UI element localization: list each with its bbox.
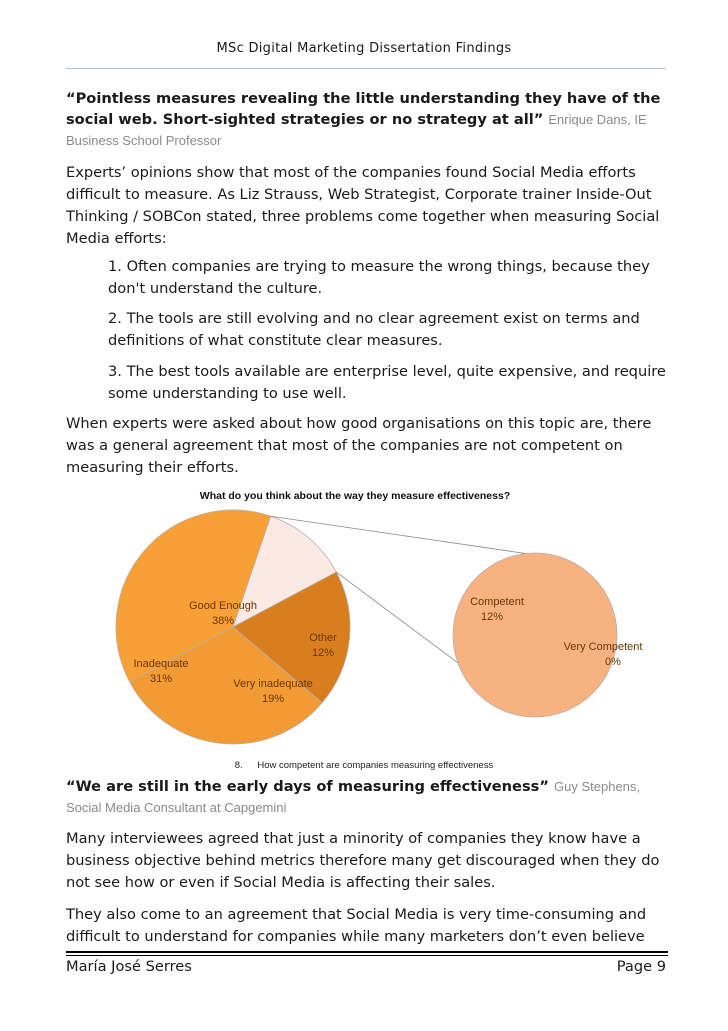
pie-chart-measure-effectiveness [120, 480, 643, 742]
slice-value-inadequate: 31% [149, 673, 173, 685]
quote-attribution: Guy Stephens, Social Media Consultant at Capgemini [66, 779, 641, 815]
slice-value-other: 12% [311, 647, 335, 659]
breakdown-label-competent: Competent [470, 596, 524, 608]
slice-label-very-inadequate: Very inadequate [233, 678, 313, 690]
quote-text: “We are still in the early days of measuring effectiveness” [66, 778, 549, 795]
slice-value-very-inadequate: 19% [261, 693, 285, 705]
paragraph-business-objectives: Many interviewees agreed that just a minority of companies they know have a business objective behind metrics therefore many get discouraged when they do not see how or even if Social Media is affecting their sales. [66, 830, 660, 891]
breakdown-label-very-competent: Very Competent [563, 641, 643, 653]
slice-label-good-enough: Good Enough [189, 600, 257, 612]
paragraph-measurement-difficulty: Experts’ opinions show that most of the companies found Social Media efforts difficult to measure. As Liz Strauss, Web Strategist, Corporate trainer Inside-Out Thinking / SOBCon stated, three problems come together when measuring Social Media efforts: [66, 164, 660, 247]
footer-divider [66, 951, 668, 953]
breakdown-slice-competent [453, 553, 617, 717]
main-pie [116, 510, 350, 744]
breakdown-value-very-competent: 0% [605, 656, 621, 668]
header-divider [66, 68, 666, 69]
quote-text: “Pointless measures revealing the little understanding they have of the social web. Short-sighted strategies or no strategy at all” [66, 90, 661, 128]
breakdown-pie [453, 553, 617, 717]
caption-number: 8. [234, 760, 243, 771]
slice-value-good-enough: 38% [211, 615, 235, 627]
page-number: Page 9 [616, 958, 666, 975]
breakdown-value-competent: 12% [480, 611, 504, 623]
figure-caption [0, 760, 728, 771]
footer-divider-thin [66, 955, 668, 956]
paragraph-time-consuming: They also come to an agreement that Social Media is very time-consuming and difficult to understand for companies while many marketers don’t even believe [66, 906, 647, 945]
slice-label-inadequate: Inadequate [133, 658, 189, 670]
quote-attribution: Enrique Dans, IE Business School Professor [66, 112, 647, 148]
list-item-2: 2. The tools are still evolving and no clear agreement exist on terms and definitions of what constitute clear measures. [108, 310, 640, 349]
caption-text: How competent are companies measuring effectiveness [257, 760, 494, 771]
quote-enrique-dans [66, 88, 666, 151]
quote-guy-stephens [66, 776, 666, 818]
list-item-1: 1. Often companies are trying to measure the wrong things, because they don't understand the culture. [108, 258, 650, 297]
list-item-3: 3. The best tools available are enterprise level, quite expensive, and require some understanding to use well. [108, 363, 666, 402]
footer-author: María José Serres [66, 958, 192, 975]
slice-label-other: Other [309, 632, 337, 644]
paragraph-experts-competence: When experts were asked about how good organisations on this topic are, there was a general agreement that most of the companies are not competent on measuring their efforts. [66, 415, 652, 476]
running-header: MSc Digital Marketing Dissertation Findings [216, 41, 512, 56]
chart-title: What do you think about the way they measure effectiveness? [199, 490, 511, 502]
